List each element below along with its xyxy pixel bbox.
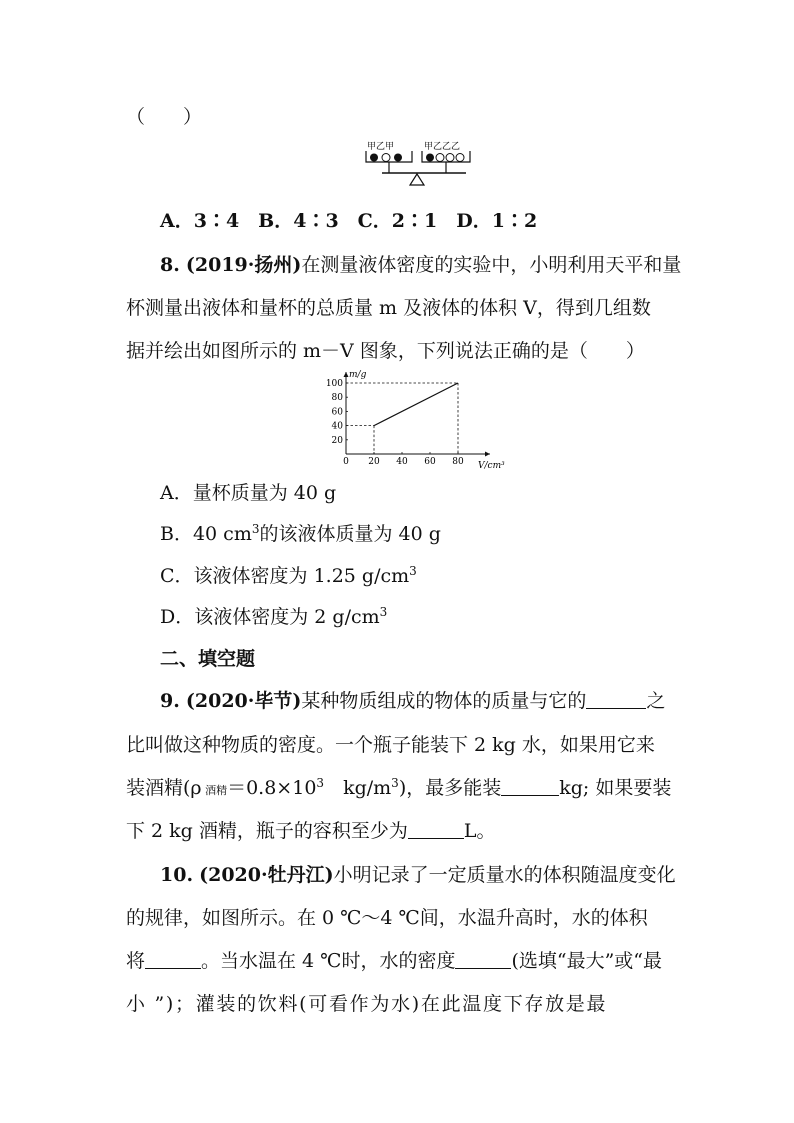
q9-exponent-1: 3 [316, 776, 325, 790]
q10-text-1: 小明记录了一定质量水的体积随温度变化 [333, 864, 676, 886]
chart-y-tick-label: 80 [331, 393, 343, 404]
q8-line1 [160, 256, 681, 275]
q7-options: A．3∶4 B．4∶3 C．2∶1 D．1∶2 [160, 210, 538, 232]
q10-source: (2020·牡丹江) [199, 864, 334, 886]
q8-line2: 杯测量出液体和量杯的总质量 m 及液体的体积 V，得到几组数 [126, 297, 651, 319]
q8-option-a: A．量杯质量为 40 g [160, 482, 337, 504]
q9-line4 [126, 822, 496, 841]
q10-text-3c: (选填“最大”或“最 [511, 950, 663, 972]
chart-y-tick-label: 40 [331, 421, 343, 432]
q8-option-b-text: B．40 cm [160, 523, 252, 545]
left-ball-black-2 [394, 154, 402, 162]
q8-option-b [160, 522, 441, 545]
chart-x-tick-label: 80 [452, 457, 464, 467]
q10-blank-1[interactable] [145, 952, 201, 969]
right-ball-black [426, 154, 434, 162]
q10-line2: 的规律，如图所示。在 0 ℃～4 ℃间，水温升高时，水的体积 [126, 907, 648, 929]
q10-blank-2[interactable] [455, 952, 511, 969]
right-ball-white-1 [436, 154, 444, 162]
q9-text-3d: kg; 如果要装 [559, 777, 672, 799]
right-ball-white-2 [446, 154, 454, 162]
q8-option-c-text: C．该液体密度为 1.25 g/cm [160, 565, 410, 587]
chart-y-arrow [344, 372, 349, 377]
q10-line3 [126, 952, 662, 971]
q9-text-4-end: L。 [463, 820, 496, 842]
balance-fulcrum [410, 174, 424, 185]
q10-line4: 小 ”)；灌装的饮料(可看作为水)在此温度下存放是最 [126, 993, 608, 1015]
q7-answer-paren: （ ） [126, 106, 203, 128]
chart-x-tick-label: 40 [396, 457, 408, 467]
q10-number: 10. [160, 864, 194, 886]
chart-y-axis-label: m/g [349, 370, 367, 380]
q8-option-d-exponent: 3 [379, 605, 388, 619]
q8-option-d [160, 605, 388, 628]
chart-series-line [374, 383, 458, 426]
q9-exponent-2: 3 [391, 776, 399, 790]
q9-line1 [160, 692, 665, 711]
q9-number: 9. [160, 690, 180, 712]
left-ball-white [382, 154, 390, 162]
q8-option-b-exponent: 3 [251, 522, 260, 536]
q9-blank-1[interactable] [586, 692, 646, 709]
chart-y-tick-label: 100 [325, 379, 343, 389]
q8-option-c [160, 564, 417, 587]
q8-line3: 据并绘出如图所示的 m－V 图象，下列说法正确的是（ ） [126, 340, 645, 362]
q8-option-b-text-2: 的该液体质量为 40 g [259, 523, 441, 545]
q9-subscript-alcohol: 酒精 [201, 784, 228, 797]
chart-x-tick-label: 60 [424, 457, 436, 467]
balance-right-labels: 甲乙乙乙 [424, 142, 461, 152]
q9-unit: kg/m [324, 777, 392, 799]
chart-x-tick-label: 20 [368, 457, 380, 467]
right-ball-white-3 [456, 154, 464, 162]
q9-text-3c: )，最多能装 [398, 777, 502, 799]
q8-option-c-exponent: 3 [409, 564, 417, 578]
left-ball-black-1 [370, 154, 378, 162]
q9-line2: 比叫做这种物质的密度。一个瓶子能装下 2 kg 水，如果用它来 [126, 734, 655, 756]
q10-line1 [160, 866, 676, 885]
chart-y-tick-label: 60 [331, 407, 343, 418]
q9-text-1: 某种物质组成的物体的质量与它的 [301, 690, 587, 712]
q8-source: (2019·扬州) [185, 254, 302, 276]
q9-text-1-end: 之 [646, 690, 666, 712]
chart-y-tick-label: 20 [331, 435, 343, 446]
q9-blank-3[interactable] [408, 822, 464, 839]
chart-x-arrow [485, 452, 490, 457]
section-title: 二、填空题 [160, 648, 256, 670]
q9-text-3a: 装酒精(ρ [126, 777, 202, 799]
chart-x-axis-label: V/cm³ [478, 461, 505, 471]
q8-option-d-text: D．该液体密度为 2 g/cm [160, 606, 380, 628]
q10-text-3b: 。当水温在 4 ℃时，水的密度 [201, 950, 456, 972]
q9-text-4: 下 2 kg 酒精，瓶子的容积至少为 [126, 820, 408, 842]
q9-source: (2020·毕节) [185, 690, 302, 712]
balance-left-labels: 甲乙甲 [367, 142, 395, 152]
q8-text-1: 在测量液体密度的实验中，小明利用天平和量 [301, 254, 682, 276]
chart-x-tick-label: 0 [343, 457, 349, 467]
q9-blank-2[interactable] [501, 779, 559, 796]
q9-line3 [126, 776, 672, 799]
balance-figure [362, 138, 474, 194]
q10-text-3a: 将 [126, 950, 146, 972]
q9-text-3b: ＝0.8×10 [227, 777, 317, 799]
q8-number: 8. [160, 254, 180, 276]
m-v-chart [322, 366, 512, 472]
